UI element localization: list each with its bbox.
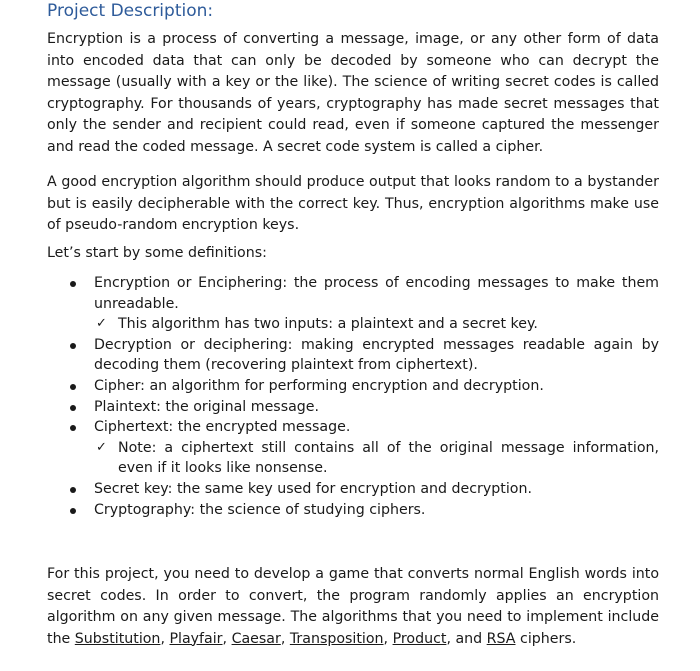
cipher-product: Product (392, 630, 447, 647)
list-item (0, 376, 659, 397)
page-title: Project Description: (47, 1, 214, 21)
definition-ciphertext: Ciphertext: the encrypted message. (94, 419, 351, 436)
separator: , (383, 630, 393, 647)
list-item (0, 397, 659, 418)
checkmark-icon: ✓ (96, 439, 107, 455)
cipher-transposition: Transposition (289, 630, 384, 647)
paragraph-encryption-intro: Encryption is a process of converting a message, image, or any other form of data into encoded data that can only be decoded by someone who can decrypt the message (usually with a key or the like). The science of writing secret codes is called cryptography. For thousands of years, cryptography has made secret messages that only the sender and recipient could read, even if someone captured the messenger and read the coded message. A secret code system is called a cipher. (47, 31, 659, 155)
list-sub-item (0, 438, 659, 479)
definition-cipher: Cipher: an algorithm for performing encryption and decryption. (94, 377, 544, 394)
project-task-lead: For this project, you need to develop a game that converts normal English words into secret codes. In order to convert, the program randomly applies an encryption algorithm on any given message. The algorithms that you need to implement include the (47, 566, 659, 647)
note-two-inputs: This algorithm has two inputs: a plaintext and a secret key. (118, 316, 538, 333)
list-sub-item (0, 314, 659, 335)
cipher-caesar: Caesar (231, 630, 281, 647)
list-item (0, 335, 659, 376)
note-ciphertext: Note: a ciphertext still contains all of the original message information, even if it looks like nonsense. (118, 439, 659, 477)
checkmark-icon: ✓ (96, 316, 107, 332)
bullet-icon (70, 343, 76, 349)
definitions-intro: Let’s start by some definitions: (47, 245, 267, 261)
bullet-icon (70, 487, 76, 493)
separator: , (222, 630, 232, 647)
bullet-icon (70, 508, 76, 514)
definition-decryption: Decryption or deciphering: making encrypted messages readable again by decoding them (recovering plaintext from ciphertext). (94, 336, 659, 374)
cipher-playfair: Playfair (169, 630, 223, 647)
paragraph-project-task (47, 564, 659, 650)
definitions-list (0, 273, 700, 520)
cipher-rsa: RSA (486, 630, 516, 647)
separator: , (280, 630, 290, 647)
bullet-icon (70, 405, 76, 411)
definition-plaintext: Plaintext: the original message. (94, 398, 320, 415)
definition-cryptography: Cryptography: the science of studying ciphers. (94, 501, 426, 518)
separator-and: , and (446, 630, 487, 647)
bullet-icon (70, 281, 76, 287)
separator: , (160, 630, 170, 647)
definition-encryption: Encryption or Enciphering: the process of encoding messages to make them unreadable. (94, 275, 659, 312)
definition-secret-key: Secret key: the same key used for encryption and decryption. (94, 480, 532, 497)
list-item (0, 500, 659, 521)
list-item (0, 273, 659, 314)
bullet-icon (70, 425, 76, 431)
paragraph-good-algorithm: A good encryption algorithm should produce output that looks random to a bystander but is easily decipherable with the correct key. Thus, encryption algorithms make use of pseudo-random encryption keys. (47, 174, 659, 234)
list-item (0, 417, 659, 438)
list-item (0, 479, 659, 500)
bullet-icon (70, 384, 76, 390)
cipher-substitution: Substitution (74, 630, 161, 647)
project-task-tail: ciphers. (515, 630, 577, 647)
